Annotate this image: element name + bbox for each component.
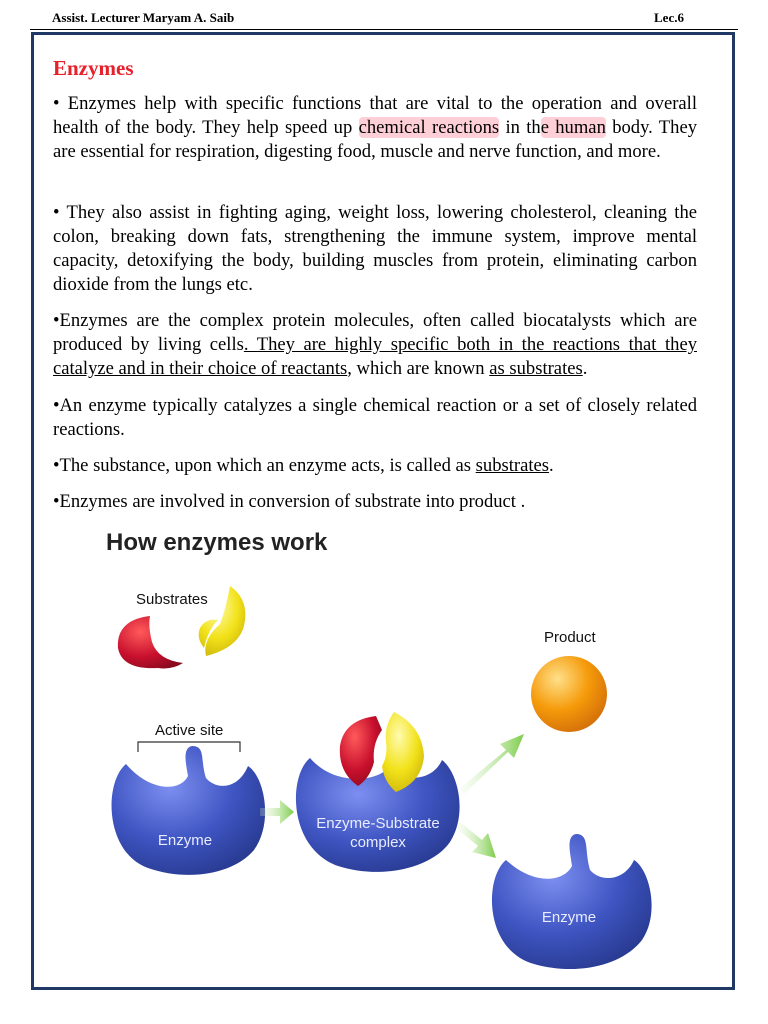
underline-as-substrates: as substrates xyxy=(489,358,583,379)
label-product: Product xyxy=(544,629,596,646)
label-complex-1: Enzyme-Substrate xyxy=(316,815,440,832)
highlight-chemical-reactions: chemical reactions xyxy=(358,117,500,138)
page-title: Enzymes xyxy=(53,56,134,80)
highlight-human: e human xyxy=(540,117,606,138)
paragraph-benefits: • They also assist in fighting aging, weight loss, lowering cholesterol, cleaning the colon, breaking down fats, strengthening the immune system, improve mental capacity, detoxifying the body, building muscles from protein, eliminating carbon dioxide from the lungs etc. xyxy=(53,202,697,295)
underline-substrates: substrates xyxy=(475,455,550,476)
figure-title: How enzymes work xyxy=(106,529,328,556)
label-active-site: Active site xyxy=(155,722,224,739)
arrow-up-right-icon xyxy=(460,734,524,794)
enzyme-icon xyxy=(112,746,266,875)
header-author: Assist. Lecturer Maryam A. Saib xyxy=(52,10,235,25)
paragraph-biocatalysts: •Enzymes are the complex protein molecules, often called biocatalysts which are produced by living cells. They are highly specific both in the reactions that they catalyze and in their choice of reactants, which are known as substrates. xyxy=(53,310,698,379)
product-icon xyxy=(531,656,607,732)
label-enzyme-1: Enzyme xyxy=(157,832,213,849)
enzyme-released-icon xyxy=(492,834,652,969)
enzyme-diagram xyxy=(88,520,668,970)
substrate-red-icon xyxy=(118,616,183,668)
paragraph-single-reaction: •An enzyme typically catalyzes a single chemical reaction or a set of closely related reactions. xyxy=(53,395,697,440)
paragraph-conversion: •Enzymes are involved in conversion of substrate into product . xyxy=(53,491,526,512)
label-complex-2: complex xyxy=(350,834,406,851)
paragraph-substrates: •The substance, upon which an enzyme acts, is called as substrates. xyxy=(53,455,554,476)
arrow-down-right-icon xyxy=(456,822,496,858)
paragraph-functions: • Enzymes help with specific functions that are vital to the operation and overall health of the body. They help speed up chemical reactions in the human body. They are essential for respiration, digesting food, muscle and nerve function, and more. xyxy=(53,93,697,162)
label-substrates: Substrates xyxy=(136,591,208,608)
complex-substrate-red-icon xyxy=(340,716,382,786)
label-enzyme-2: Enzyme xyxy=(541,909,597,926)
arrow-right-icon xyxy=(260,800,294,824)
underline-highly-specific: . They are highly specific both in the reactions that they catalyze and in their choice of reactants xyxy=(53,334,698,379)
header-lecture-number: Lec.6 xyxy=(654,10,684,25)
header-rule xyxy=(30,29,738,30)
